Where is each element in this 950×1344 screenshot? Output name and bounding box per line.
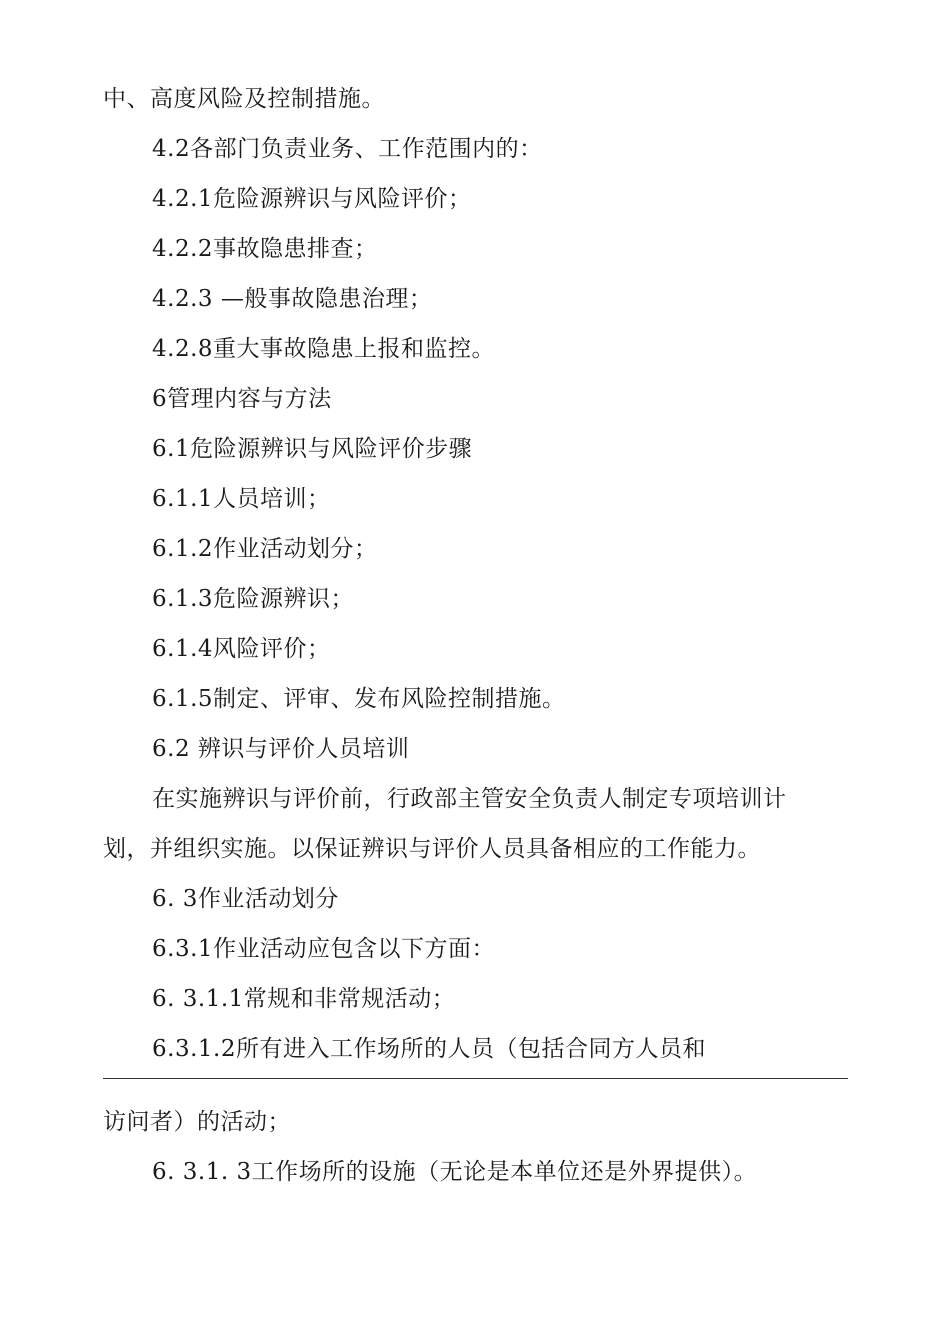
list-item: 4.2.1危险源辨识与风险评价； bbox=[152, 186, 472, 212]
list-item: 6.1.1人员培训； bbox=[152, 486, 331, 512]
section-heading: 6.1危险源辨识与风险评价步骤 bbox=[152, 436, 473, 462]
list-item: 6. 3.1. 3工作场所的设施（无论是本单位还是外界提供）。 bbox=[152, 1159, 758, 1185]
list-item: 6.1.4风险评价； bbox=[152, 636, 331, 662]
paragraph-line: 划，并组织实施。以保证辨识与评价人员具备相应的工作能力。 bbox=[103, 836, 761, 862]
page-divider bbox=[103, 1078, 848, 1079]
paragraph-line: 中、高度风险及控制措施。 bbox=[103, 86, 385, 112]
list-item: 6.3.1作业活动应包含以下方面： bbox=[152, 936, 496, 962]
section-heading: 6管理内容与方法 bbox=[152, 386, 332, 412]
list-item: 6. 3.1.1常规和非常规活动； bbox=[152, 986, 456, 1012]
list-item: 4.2.8重大事故隐患上报和监控。 bbox=[152, 336, 496, 362]
paragraph-line: 在实施辨识与评价前，行政部主管安全负责人制定专项培训计 bbox=[152, 786, 787, 812]
list-item: 6.1.2作业活动划分； bbox=[152, 536, 378, 562]
list-item: 4.2.2事故隐患排查； bbox=[152, 236, 378, 262]
paragraph-line: 访问者）的活动； bbox=[103, 1109, 291, 1135]
list-item: 6.1.5制定、评审、发布风险控制措施。 bbox=[152, 686, 566, 712]
list-item: 4.2.3 —般事故隐患治理； bbox=[152, 286, 433, 312]
list-item: 6.3.1.2所有进入工作场所的人员（包括合同方人员和 bbox=[152, 1036, 706, 1062]
section-heading: 6. 3作业活动划分 bbox=[152, 886, 339, 912]
list-item: 6.1.3危险源辨识； bbox=[152, 586, 355, 612]
section-heading: 4.2各部门负责业务、工作范围内的： bbox=[152, 136, 543, 162]
section-heading: 6.2 辨识与评价人员培训 bbox=[152, 736, 410, 762]
